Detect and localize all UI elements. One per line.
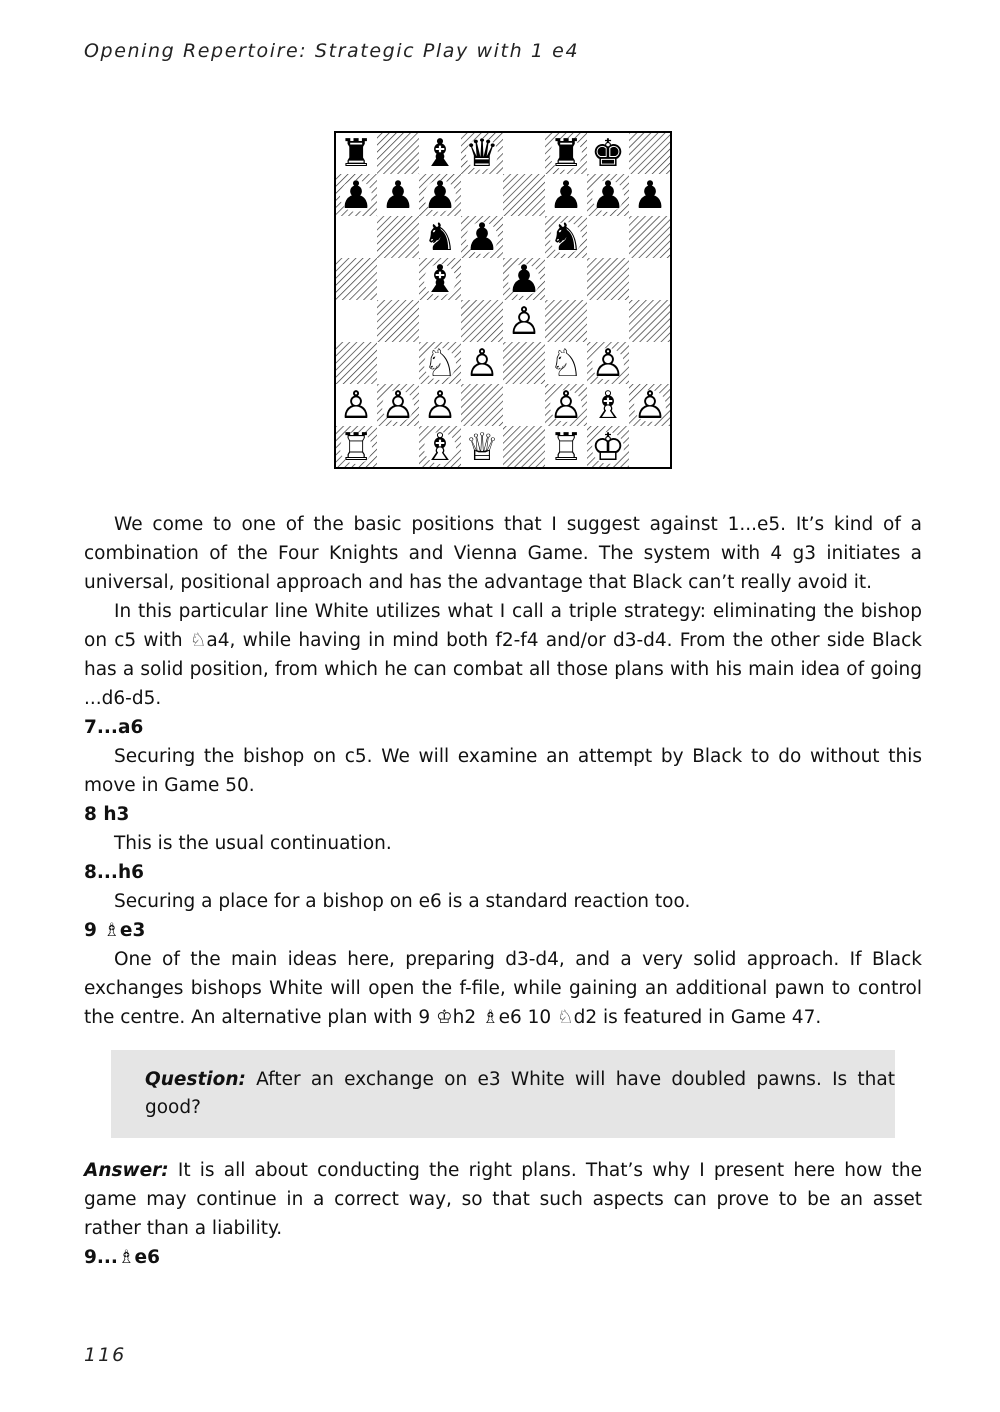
white-king-icon: ♔ — [590, 425, 626, 469]
dark-square — [461, 384, 503, 426]
dark-square — [461, 300, 503, 342]
light-square — [587, 300, 629, 342]
chess-diagram — [334, 131, 672, 469]
black-bishop-icon: ♝ — [422, 131, 458, 175]
dark-square — [377, 132, 419, 174]
black-rook-icon: ♜ — [548, 131, 584, 175]
light-square — [377, 342, 419, 384]
dark-square — [629, 132, 671, 174]
black-pawn-icon: ♟ — [464, 215, 500, 259]
paragraph: In this particular line White utilizes what I call a triple strategy: eliminating the bishop on c5 with ♘a4, while having in mind both f2-f4 and/or d3-d4. From the other side Black has a solid position, from which he can combat all those plans with his main idea of going ...d6-d5. — [84, 601, 922, 709]
answer-text: It is all about conducting the right plans. That’s why I present here how the game may continue in a correct way, so that such aspects can prove to be an asset rather than a liability. — [84, 1160, 922, 1239]
dark-square — [377, 216, 419, 258]
white-pawn-icon: ♙ — [632, 383, 668, 427]
light-square — [377, 426, 419, 468]
black-pawn-icon: ♟ — [338, 173, 374, 217]
black-pawn-icon: ♟ — [548, 173, 584, 217]
question-box — [111, 1050, 895, 1138]
move-heading: 7...a6 — [84, 717, 144, 738]
black-pawn-icon: ♟ — [632, 173, 668, 217]
black-queen-icon: ♛ — [464, 131, 500, 175]
light-square — [503, 384, 545, 426]
black-rook-icon: ♜ — [338, 131, 374, 175]
paragraph: We come to one of the basic positions that I suggest against 1...e5. It’s kind of a combination of the Four Knights and Vienna Game. The system with 4 g3 initiates a universal, positional approach and has the advantage that Black can’t really avoid it. — [84, 514, 922, 593]
dark-square — [503, 174, 545, 216]
white-pawn-icon: ♙ — [590, 341, 626, 385]
light-square — [335, 216, 377, 258]
body-text — [84, 510, 922, 1272]
running-title: Opening Repertoire: Strategic Play with 1 e4 — [84, 40, 580, 62]
answer-paragraph — [84, 1156, 922, 1243]
light-square — [461, 174, 503, 216]
white-knight-icon: ♘ — [422, 341, 458, 385]
answer-label: Answer: — [84, 1160, 169, 1181]
white-pawn-icon: ♙ — [464, 341, 500, 385]
light-square — [545, 258, 587, 300]
paragraph: Securing a place for a bishop on e6 is a standard reaction too. — [114, 891, 691, 912]
white-pawn-icon: ♙ — [506, 299, 542, 343]
dark-square — [587, 258, 629, 300]
dark-square — [335, 342, 377, 384]
dark-square — [377, 300, 419, 342]
white-bishop-icon: ♗ — [590, 383, 626, 427]
move-heading: 9...♗e6 — [84, 1247, 160, 1268]
move-heading: 9 ♗e3 — [84, 920, 146, 941]
light-square — [377, 258, 419, 300]
black-pawn-icon: ♟ — [590, 173, 626, 217]
paragraph: Securing the bishop on c5. We will examine an attempt by Black to do without this move in Game 50. — [84, 746, 922, 796]
dark-square — [503, 426, 545, 468]
paragraph: This is the usual continuation. — [114, 833, 392, 854]
black-pawn-icon: ♟ — [380, 173, 416, 217]
light-square — [629, 426, 671, 468]
paragraph: One of the main ideas here, preparing d3-d4, and a very solid approach. If Black exchanges bishops White will open the f-file, while gaining an additional pawn to control the centre. An alternative plan with 9 ♔h2 ♗e6 10 ♘d2 is featured in Game 47. — [84, 949, 922, 1028]
question-text: After an exchange on e3 White will have doubled pawns. Is that good? — [145, 1069, 895, 1118]
white-bishop-icon: ♗ — [422, 425, 458, 469]
white-pawn-icon: ♙ — [548, 383, 584, 427]
white-rook-icon: ♖ — [338, 425, 374, 469]
light-square — [503, 216, 545, 258]
dark-square — [629, 216, 671, 258]
light-square — [503, 132, 545, 174]
white-pawn-icon: ♙ — [380, 383, 416, 427]
move-heading: 8 h3 — [84, 804, 130, 825]
white-queen-icon: ♕ — [464, 425, 500, 469]
light-square — [629, 258, 671, 300]
white-pawn-icon: ♙ — [338, 383, 374, 427]
light-square — [629, 342, 671, 384]
black-pawn-icon: ♟ — [506, 257, 542, 301]
black-bishop-icon: ♝ — [422, 257, 458, 301]
dark-square — [335, 258, 377, 300]
black-pawn-icon: ♟ — [422, 173, 458, 217]
dark-square — [629, 300, 671, 342]
light-square — [335, 300, 377, 342]
white-knight-icon: ♘ — [548, 341, 584, 385]
page-number: 116 — [84, 1344, 127, 1366]
light-square — [461, 258, 503, 300]
light-square — [587, 216, 629, 258]
dark-square — [503, 342, 545, 384]
black-knight-icon: ♞ — [422, 215, 458, 259]
question-label: Question: — [145, 1069, 246, 1090]
black-knight-icon: ♞ — [548, 215, 584, 259]
light-square — [419, 300, 461, 342]
white-rook-icon: ♖ — [548, 425, 584, 469]
white-pawn-icon: ♙ — [422, 383, 458, 427]
black-king-icon: ♚ — [590, 131, 626, 175]
move-heading: 8...h6 — [84, 862, 144, 883]
dark-square — [545, 300, 587, 342]
